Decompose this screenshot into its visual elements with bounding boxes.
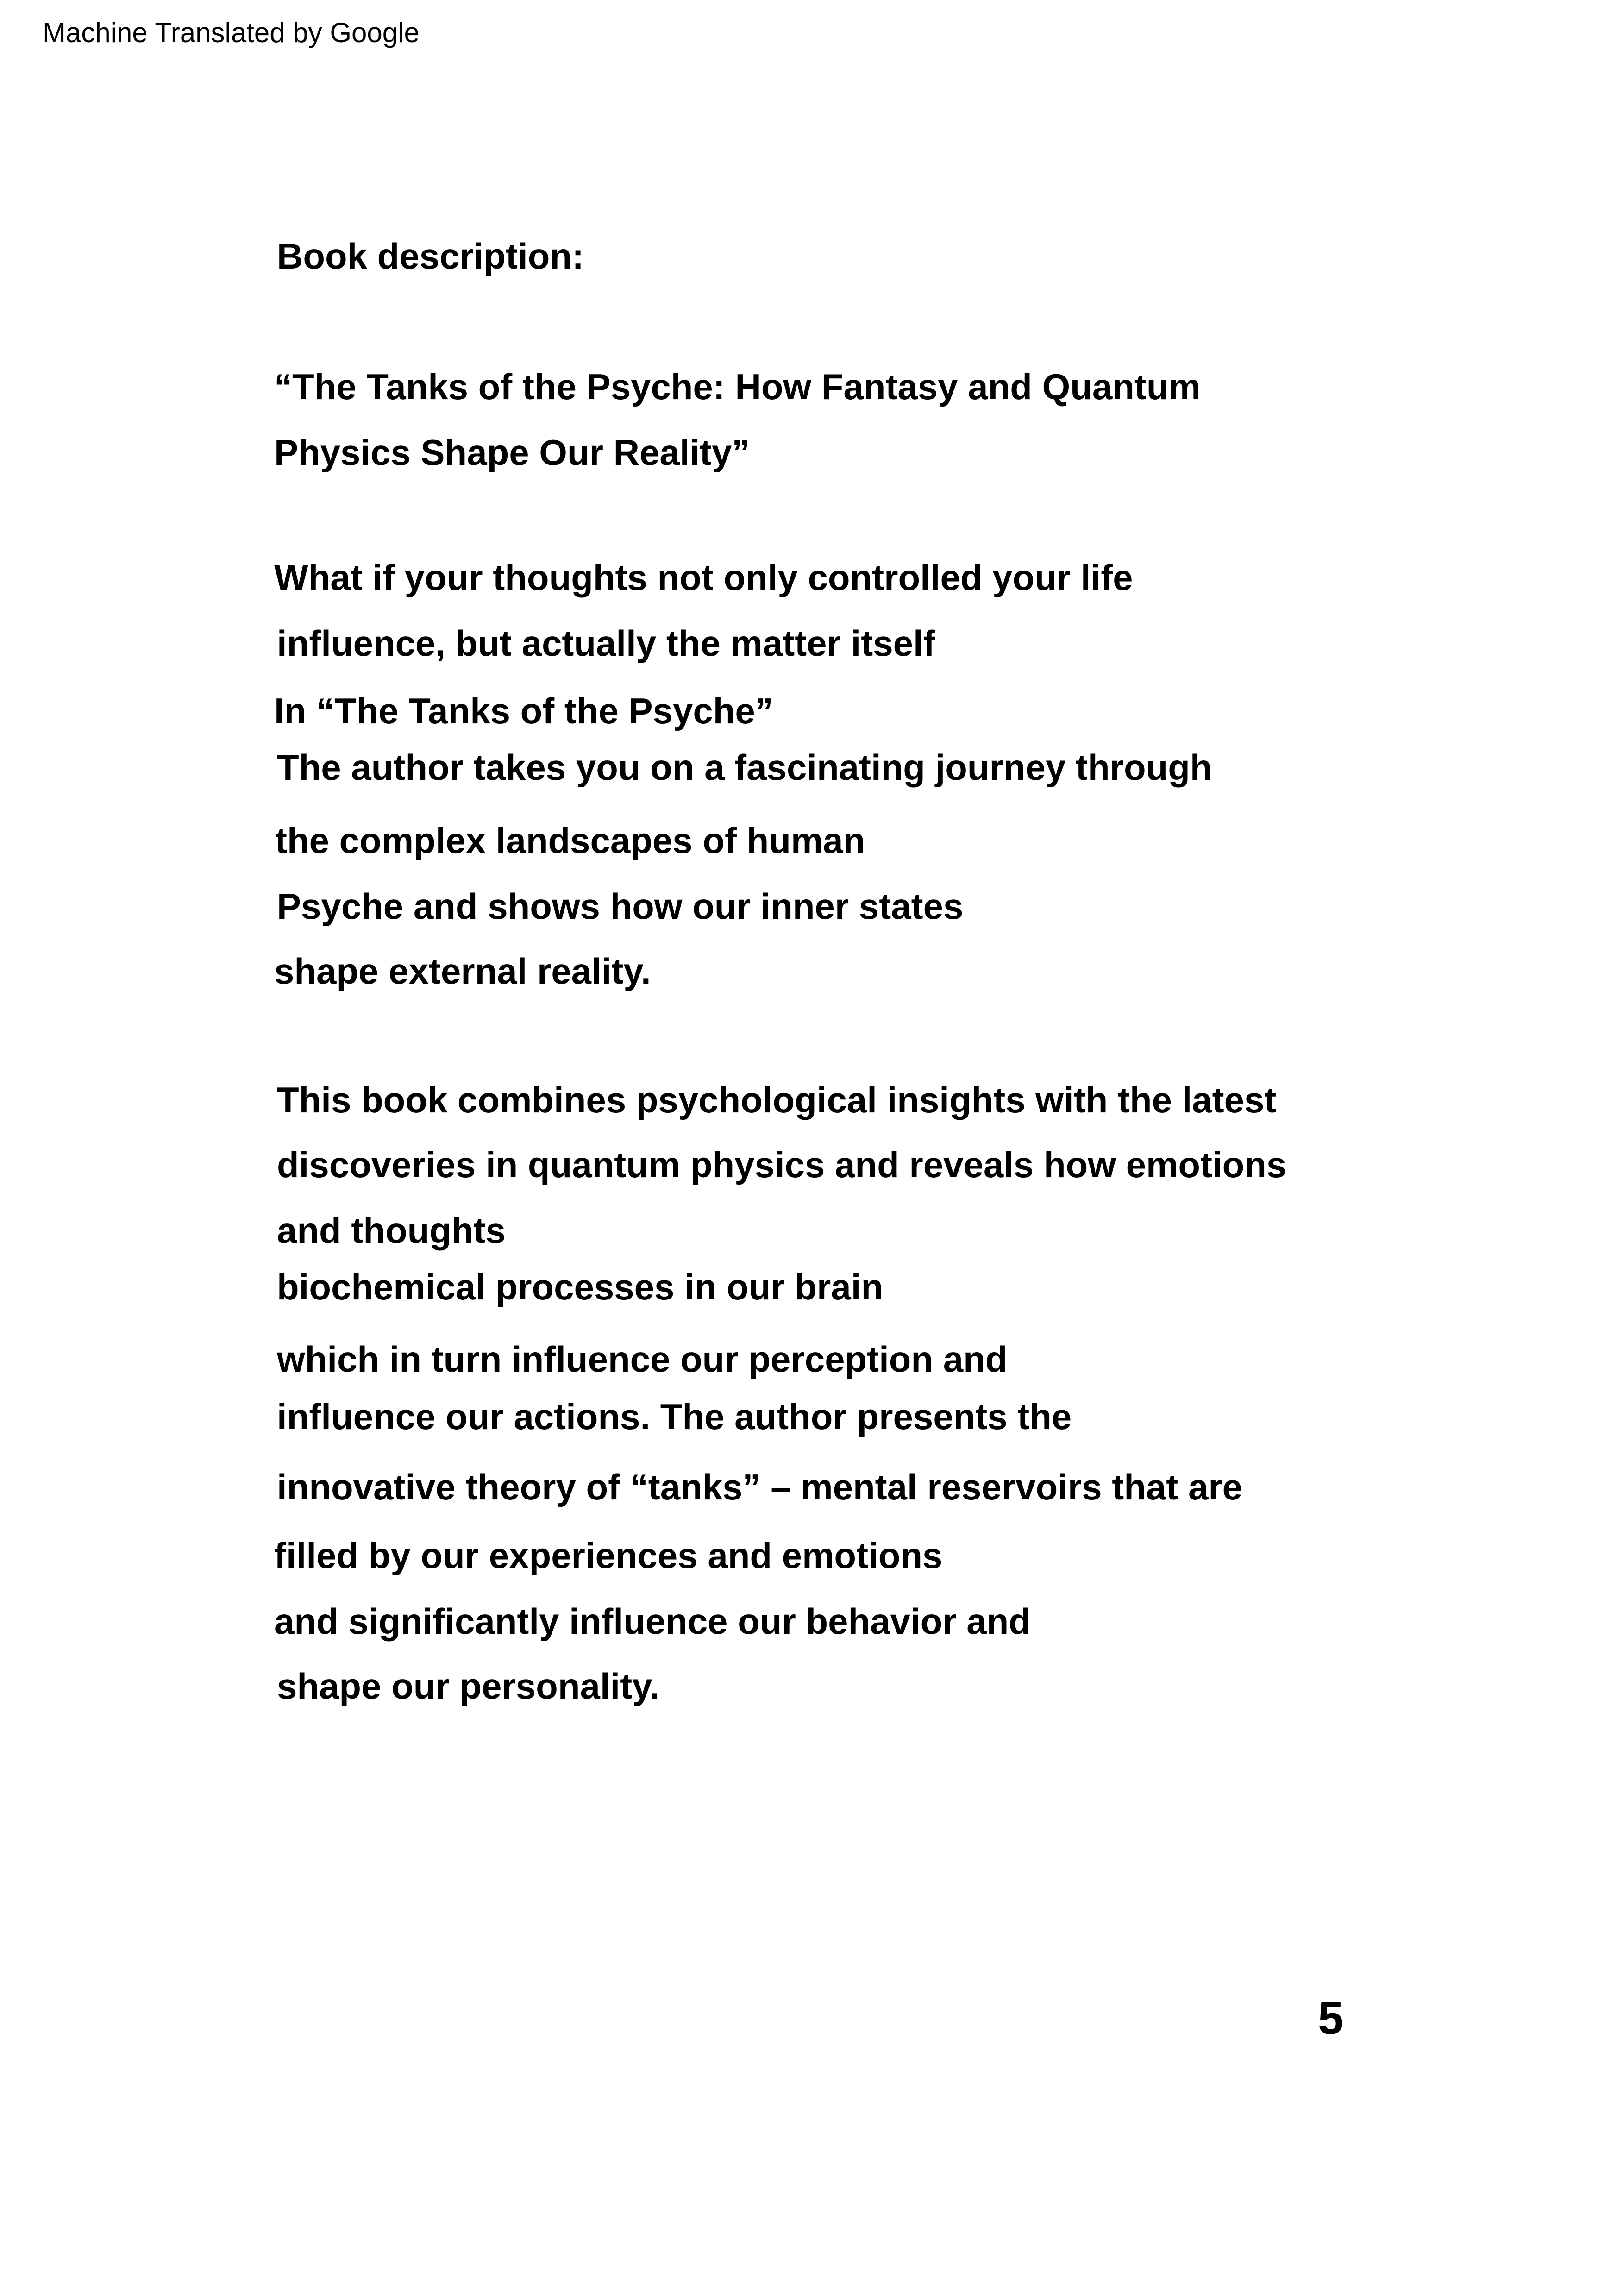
page-number: 5 — [1318, 1992, 1344, 2044]
paragraph-line: influence, but actually the matter itself — [277, 623, 935, 664]
paragraph-line: the complex landscapes of human — [275, 820, 865, 861]
paragraph-line: shape our personality. — [277, 1666, 660, 1706]
paragraph-line: What if your thoughts not only controlled your life — [274, 557, 1133, 598]
paragraph-line: shape external reality. — [274, 951, 651, 991]
paragraph-line: This book combines psychological insights with the latest — [277, 1079, 1277, 1120]
paragraph-line: biochemical processes in our brain — [277, 1267, 884, 1307]
paragraph-line: discoveries in quantum physics and reveals how emotions — [277, 1144, 1287, 1185]
machine-translation-banner: Machine Translated by Google — [43, 17, 420, 48]
section-heading: Book description: — [277, 236, 584, 276]
paragraph-line: and significantly influence our behavior and — [274, 1601, 1031, 1642]
paragraph-line: and thoughts — [277, 1210, 506, 1251]
paragraph-line: The author takes you on a fascinating journey through — [277, 747, 1212, 788]
paragraph-line: influence our actions. The author presents the — [277, 1396, 1072, 1437]
paragraph-line: filled by our experiences and emotions — [274, 1535, 943, 1576]
book-title-line: “The Tanks of the Psyche: How Fantasy and Quantum — [274, 366, 1201, 407]
paragraph-line: In “The Tanks of the Psyche” — [274, 690, 773, 731]
paragraph-line: innovative theory of “tanks” – mental reservoirs that are — [277, 1467, 1243, 1507]
paragraph-line: Psyche and shows how our inner states — [277, 886, 964, 927]
paragraph-line: which in turn influence our perception and — [277, 1339, 1008, 1380]
book-title-line: Physics Shape Our Reality” — [274, 432, 750, 473]
